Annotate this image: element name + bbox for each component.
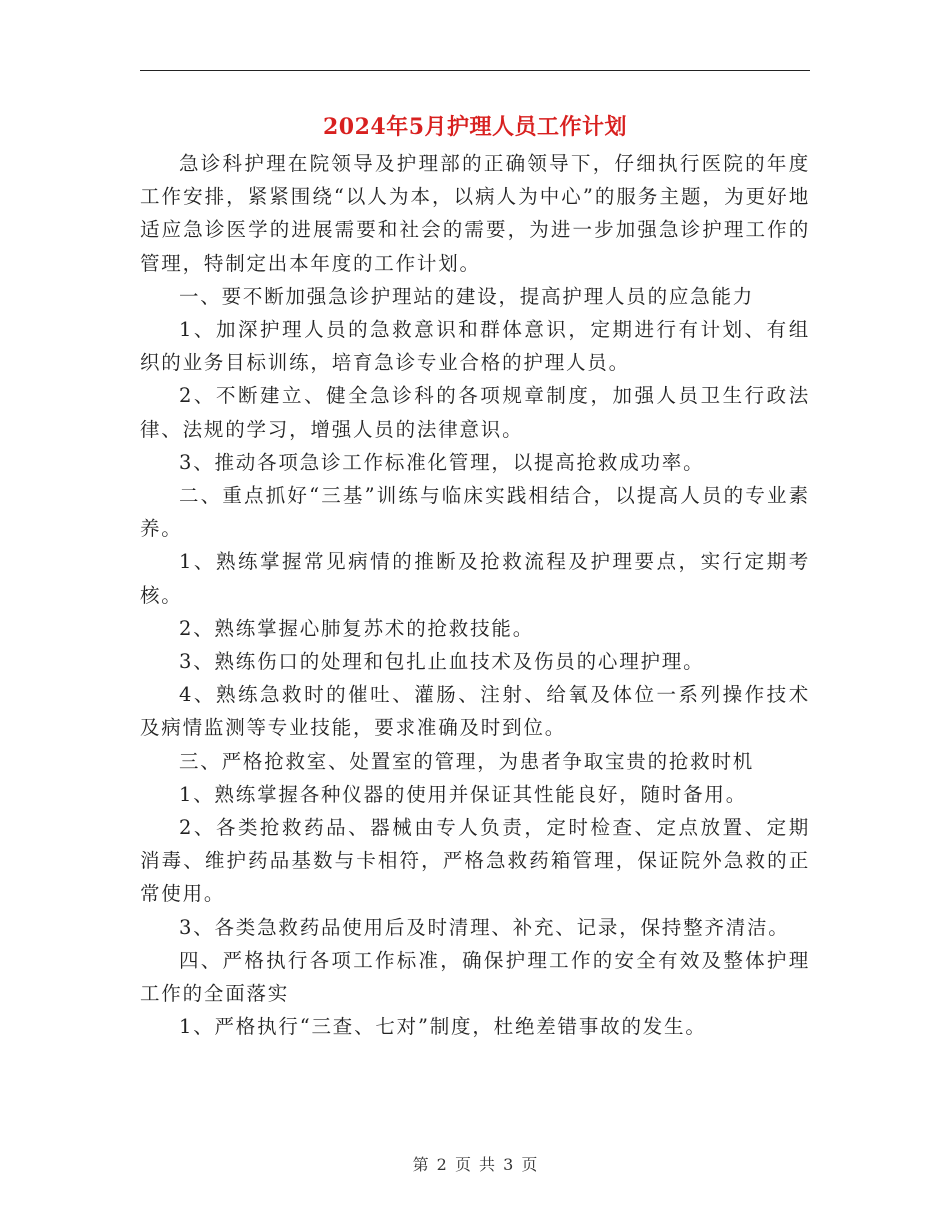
paragraph-1-1: 1、加深护理人员的急救意识和群体意识，定期进行有计划、有组织的业务目标训练，培育急诊专业合格的护理人员。 [140,318,810,375]
paragraph-3-2: 2、各类抢救药品、器械由专人负责，定时检查、定点放置、定期消毒、维护药品基数与卡相符，严格急救药箱管理，保证院外急救的正常使用。 [140,816,810,906]
page-footer: 第 2 页 共 3 页 [412,1155,538,1174]
paragraph-2-2: 2、熟练掌握心肺复苏术的抢救技能。 [179,616,535,640]
document-title: 2024年5月护理人员工作计划 [322,114,628,140]
paragraph-2-1: 1、熟练掌握常见病情的推断及抢救流程及护理要点，实行定期考核。 [140,550,810,607]
paragraph-3-1: 1、熟练掌握各种仪器的使用并保证其性能良好，随时备用。 [179,782,748,806]
paragraph-3-3: 3、各类急救药品使用后及时清理、补充、记录，保持整齐清洁。 [179,915,790,939]
paragraph-4-1: 1、严格执行“三查、七对”制度，杜绝差错事故的发生。 [179,1015,707,1039]
paragraph-2-3: 3、熟练伤口的处理和包扎止血技术及伤员的心理护理。 [179,650,705,674]
section-heading-4: 四、严格执行各项工作标准，确保护理工作的安全有效及整体护理工作的全面落实 [140,948,810,1006]
document-body [140,147,810,1043]
header-rule [140,70,810,71]
section-heading-2: 二、重点抓好“三基”训练与临床实践相结合，以提高人员的专业素养。 [140,484,810,541]
paragraph-1-2: 2、不断建立、健全急诊科的各项规章制度，加强人员卫生行政法律、法规的学习，增强人员的法律意识。 [140,384,810,441]
section-heading-3: 三、严格抢救室、处置室的管理，为患者争取宝贵的抢救时机 [179,749,755,773]
section-heading-1: 一、要不断加强急诊护理站的建设，提高护理人员的应急能力 [179,284,755,308]
paragraph-1-3: 3、推动各项急诊工作标准化管理，以提高抢救成功率。 [179,450,705,474]
paragraph-2-4: 4、熟练急救时的催吐、灌肠、注射、给氧及体位一系列操作技术及病情监测等专业技能，要求准确及时到位。 [140,683,810,740]
paragraph-intro: 急诊科护理在院领导及护理部的正确领导下，仔细执行医院的年度工作安排，紧紧围绕“以人为本，以病人为中心”的服务主题，为更好地适应急诊医学的进展需要和社会的需要，为进一步加强急诊护理工作的管理，特制定出本年度的工作计划。 [140,152,810,275]
